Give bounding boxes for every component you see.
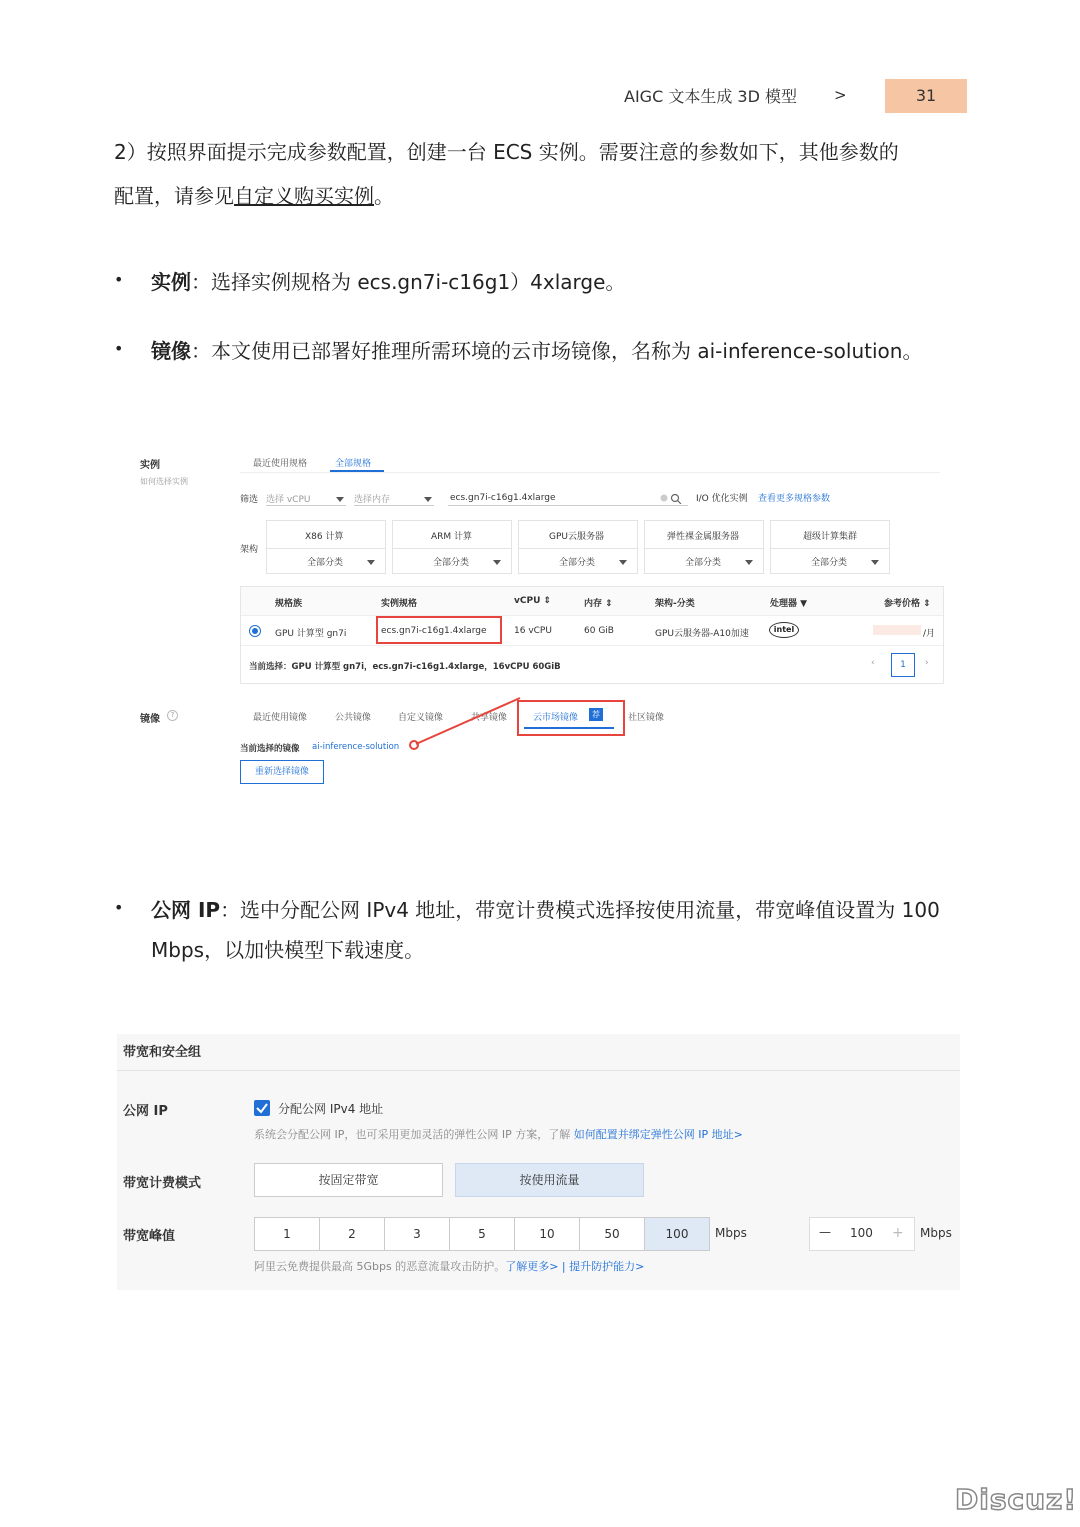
row-radio[interactable] (249, 625, 261, 637)
learn-more-link[interactable]: 了解更多> (505, 1260, 559, 1273)
arch-name: X86 计算 (305, 532, 344, 542)
hint-text: 系统会分配公网 IP，也可采用更加灵活的弹性公网 IP 方案，了解 (254, 1128, 574, 1141)
divider (519, 548, 637, 549)
column-header[interactable]: 内存 ⇕ (584, 599, 613, 609)
row-arch: GPU云服务器-A10加速 (655, 629, 749, 639)
bullet-ip-text: ：选中分配公网 IPv4 地址，带宽计费模式选择按使用流量，带宽峰值设置为 100 (220, 898, 940, 922)
vcpu-placeholder: 选择 vCPU (266, 495, 311, 505)
chevron-down-icon (367, 560, 375, 565)
upgrade-protection-link[interactable]: 提升防护能力> (569, 1260, 645, 1273)
assign-ipv4-label[interactable]: 分配公网 IPv4 地址 (278, 1102, 384, 1116)
bandwidth-option[interactable]: 3 (385, 1218, 450, 1250)
section-title: 带宽和安全组 (123, 1045, 202, 1060)
bullet-dot: • (114, 898, 124, 917)
arch-name: ARM 计算 (431, 532, 473, 542)
bandwidth-option-selected[interactable]: 100 (645, 1218, 709, 1250)
row-spec: ecs.gn7i-c16g1.4xlarge (381, 626, 487, 636)
row-mem: 60 GiB (584, 626, 614, 636)
divider (771, 548, 889, 549)
chevron-down-icon (871, 560, 879, 565)
peak-bandwidth-label: 带宽峰值 (123, 1229, 176, 1244)
current-image-label: 当前选择的镜像 (240, 744, 300, 754)
arch-super-computing[interactable] (770, 520, 890, 574)
page-number-button[interactable]: 1 (891, 653, 915, 677)
column-header[interactable]: 处理器 ▼ (770, 599, 808, 609)
chevron-down-icon (745, 560, 753, 565)
bandwidth-option[interactable]: 2 (320, 1218, 385, 1250)
step-line-1: 2）按照界面提示完成参数配置，创建一台 ECS 实例。需要注意的参数如下，其他参数的 (114, 140, 899, 164)
divider (117, 1070, 960, 1071)
divider (241, 645, 943, 646)
bullet-ip-line-2: Mbps，以加快模型下载速度。 (151, 938, 425, 962)
step-line-2-prefix: 配置，请参见 (114, 184, 234, 208)
public-ip-hint (254, 1126, 743, 1142)
image-tab[interactable]: 社区镜像 (628, 713, 665, 723)
assign-ipv4-checkbox[interactable] (254, 1100, 270, 1116)
pointer-arrow-icon (404, 694, 524, 754)
price-blur (873, 625, 921, 635)
io-optimized-label: I/O 优化实例 (696, 494, 748, 504)
step-line-2-suffix: 。 (374, 184, 394, 208)
column-header: 实例规格 (381, 599, 418, 609)
bullet-image-label: 镜像 (151, 339, 191, 363)
more-params-link[interactable]: 查看更多规格参数 (758, 494, 831, 504)
arch-bare-metal[interactable] (644, 520, 764, 574)
spec-search-value: ecs.gn7i-c16g1.4xlarge (450, 493, 556, 503)
column-header: 规格族 (275, 599, 303, 609)
bullet-ip-label: 公网 IP (151, 898, 221, 922)
vcpu-select[interactable] (266, 491, 346, 506)
row-family: GPU 计算型 gn7i (275, 629, 347, 639)
watermark: Discuz! (955, 1483, 1078, 1516)
divider (393, 548, 511, 549)
arch-label: 架构 (240, 545, 259, 555)
chevron-down-icon (336, 497, 344, 502)
eip-help-link[interactable]: 如何配置并绑定弹性公网 IP 地址> (573, 1128, 743, 1141)
bandwidth-stepper (809, 1217, 915, 1251)
stepper-unit-label: Mbps (920, 1226, 952, 1240)
divider (240, 472, 940, 473)
row-price: /月 (923, 629, 936, 639)
billing-mode-label: 带宽计费模式 (123, 1176, 202, 1191)
arch-name: GPU云服务器 (549, 532, 604, 542)
bullet-image-text: ：本文使用已部署好推理所需环境的云市场镜像，名称为 ai-inference-solution。 (191, 339, 923, 363)
image-tab[interactable]: 最近使用镜像 (253, 713, 308, 723)
document-title: AIGC 文本生成 3D 模型 (624, 87, 797, 106)
current-selection-text: 当前选择：GPU 计算型 gn7i，ecs.gn7i-c16g1.4xlarge，16vCPU 60GiB (249, 662, 561, 672)
stepper-value[interactable]: 100 (850, 1226, 873, 1240)
page-next-icon[interactable]: › (925, 658, 929, 668)
bullet-dot: • (114, 270, 124, 289)
chevron-down-icon (493, 560, 501, 565)
bullet-dot: • (114, 339, 124, 358)
custom-purchase-link[interactable]: 自定义购买实例 (234, 184, 374, 208)
chevron-down-icon (619, 560, 627, 565)
bullet-instance (151, 266, 625, 295)
section-instance-label: 实例 (140, 460, 160, 471)
recommend-badge: 荐 (589, 708, 603, 721)
image-tab[interactable]: 公共镜像 (335, 713, 372, 723)
column-header: 架构-分类 (655, 599, 695, 609)
column-header[interactable]: vCPU ⇕ (514, 596, 552, 606)
public-ip-label: 公网 IP (123, 1104, 168, 1119)
reselect-image-button[interactable]: 重新选择镜像 (240, 760, 324, 784)
how-to-choose-link[interactable]: 如何选择实例 (140, 477, 188, 486)
bullet-instance-label: 实例 (151, 270, 191, 294)
check-icon (254, 1100, 270, 1116)
arch-name: 超级计算集群 (803, 532, 858, 542)
unit-label: Mbps (715, 1226, 747, 1240)
minus-icon[interactable]: — (819, 1225, 831, 1239)
tab-marketplace-image[interactable]: 云市场镜像 (533, 713, 579, 723)
protection-note (254, 1258, 644, 1274)
highlight-spec-box (376, 616, 502, 644)
arch-sub: 全部分类 (685, 558, 722, 568)
plus-icon[interactable]: + (892, 1225, 904, 1241)
bandwidth-option[interactable]: 1 (255, 1218, 320, 1250)
link-separator: | (558, 1260, 570, 1273)
arch-sub: 全部分类 (811, 558, 848, 568)
arch-gpu[interactable] (518, 520, 638, 574)
bandwidth-config-screenshot (117, 1034, 960, 1290)
divider (267, 548, 385, 549)
spec-table (240, 586, 944, 684)
instance-config-screenshot (134, 436, 944, 786)
intel-logo: intel (769, 622, 799, 638)
bandwidth-option[interactable]: 10 (515, 1218, 580, 1250)
fixed-bandwidth-button[interactable]: 按固定带宽 (254, 1163, 443, 1197)
arch-sub: 全部分类 (559, 558, 596, 568)
info-icon[interactable]: ? (167, 710, 178, 721)
filter-label: 筛选 (240, 495, 259, 505)
protection-text: 阿里云免费提供最高 5Gbps 的恶意流量攻击防护。 (254, 1260, 506, 1273)
tab-all-spec[interactable]: 全部规格 (335, 459, 372, 469)
row-vcpu: 16 vCPU (514, 626, 552, 636)
step-line-2 (114, 180, 394, 209)
arch-name: 弹性裸金属服务器 (667, 532, 740, 542)
page-number: 31 (885, 79, 967, 113)
mem-placeholder: 选择内存 (354, 495, 391, 505)
image-tab[interactable]: 共享镜像 (471, 713, 508, 723)
arch-sub: 全部分类 (433, 558, 470, 568)
bandwidth-option[interactable]: 50 (580, 1218, 645, 1250)
bandwidth-option[interactable]: 5 (450, 1218, 515, 1250)
bandwidth-segmented-control (254, 1217, 710, 1251)
header-arrow: > (834, 86, 847, 104)
current-image-value[interactable]: ai-inference-solution (312, 742, 400, 752)
search-icon[interactable] (660, 493, 684, 504)
bullet-image (151, 335, 922, 364)
pay-by-traffic-button[interactable]: 按使用流量 (455, 1163, 644, 1197)
column-header[interactable]: 参考价格 ⇕ (884, 599, 931, 609)
bullet-instance-text: ：选择实例规格为 ecs.gn7i-c16g1）4xlarge。 (191, 270, 626, 294)
arch-arm[interactable] (392, 520, 512, 574)
section-image-label: 镜像 (140, 714, 160, 725)
chevron-down-icon (424, 497, 432, 502)
spec-search-input[interactable] (448, 491, 688, 506)
mem-select[interactable] (354, 491, 434, 506)
radio-dot (252, 628, 258, 634)
arch-x86[interactable] (266, 520, 386, 574)
tab-recent-spec[interactable]: 最近使用规格 (253, 459, 308, 469)
image-tab[interactable]: 自定义镜像 (398, 713, 444, 723)
highlight-marketplace-box (517, 700, 625, 736)
divider (645, 548, 763, 549)
arch-sub: 全部分类 (307, 558, 344, 568)
page-prev-icon[interactable]: ‹ (871, 658, 875, 668)
bullet-ip-line-1 (151, 894, 940, 923)
